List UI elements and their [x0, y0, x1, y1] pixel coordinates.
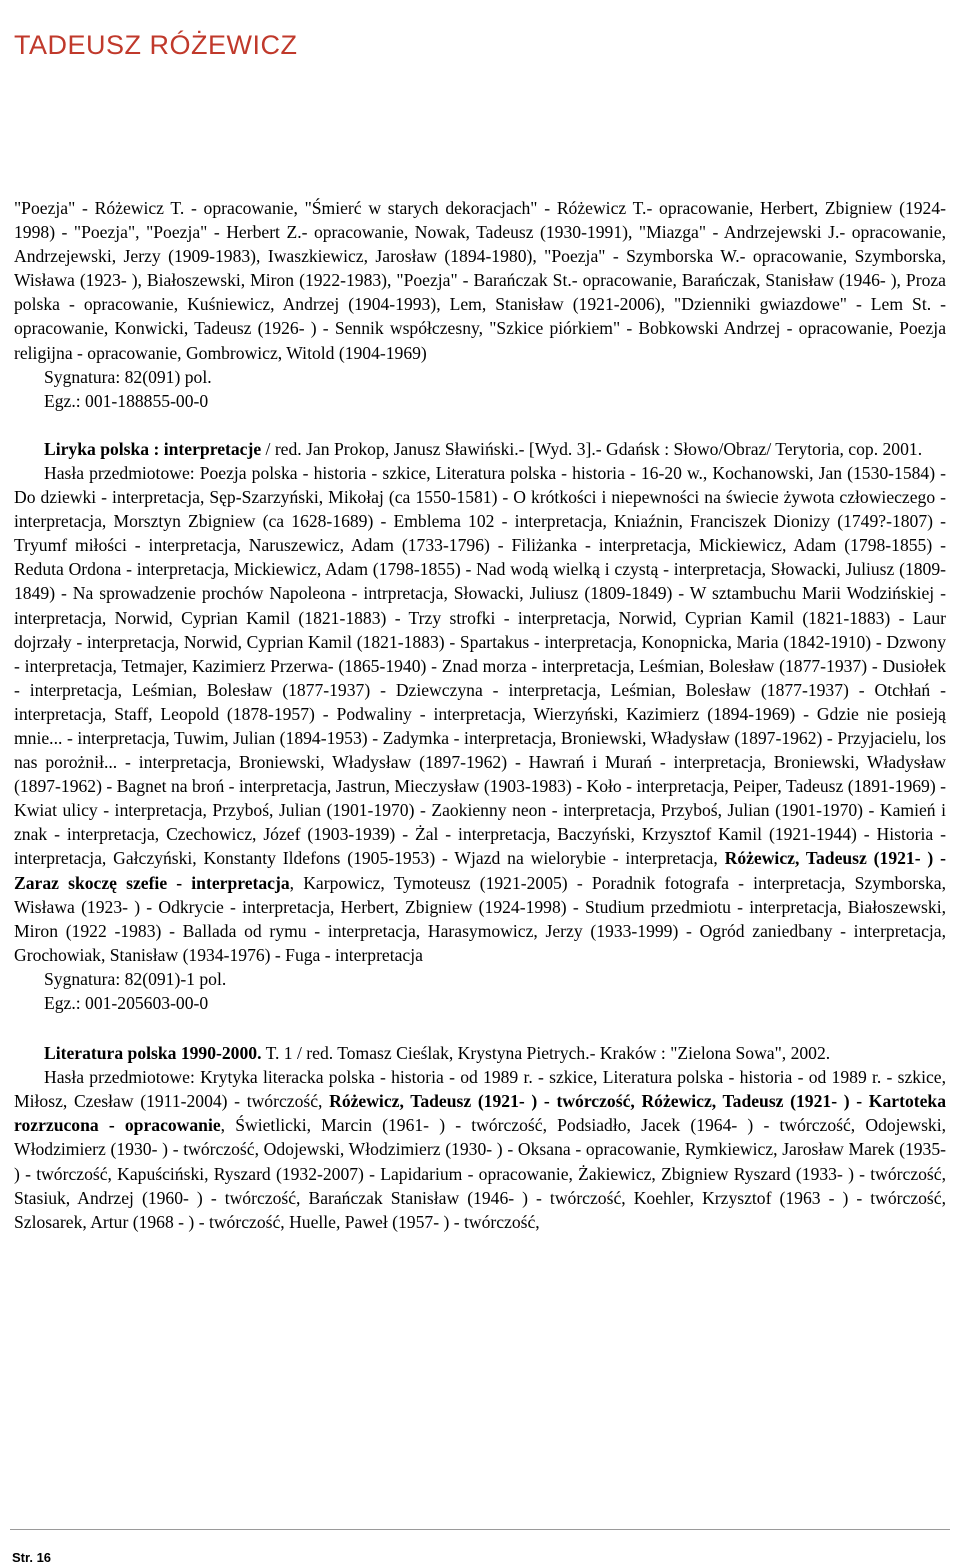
entry1-copy: Egz.: 001-188855-00-0: [44, 390, 209, 411]
entry2-title: [14, 437, 946, 461]
page-number: Str. 16: [12, 1550, 52, 1565]
entry2-subjects-b: , Karpowicz, Tymoteusz (1921-2005) - Poradnik fotografa - interpretacja, Szymborska, Wisława (1923- ) - Odkrycie - interpretacja, Herbert, Zbigniew (1924-1998) - Studium przedmiotu - interpretacja, Białoszewski, Miron (1922 -1983) - Ballada od rymu - interpretacja, Harasymowicz, Jerzy (1933-1999) - Ogród zaniedbany - interpretacja, Grochowiak, Stanisław (1934-1976) - Fuga - interpretacja: [14, 872, 946, 965]
entry1-signature: Sygnatura: 82(091) pol.: [44, 366, 212, 387]
entry3-subjects-bold: Różewicz, Tadeusz (1921- ) - twórczość, Różewicz, Tadeusz (1921- ) - Kartoteka rozrzucona - opracowanie: [14, 1091, 946, 1136]
entry3-title-rest: T. 1 / red. Tomasz Cieślak, Krystyna Pietrych.- Kraków : "Zielona Sowa", 2002.: [261, 1043, 831, 1064]
entry2-subjects-a: Hasła przedmiotowe: Poezja polska - historia - szkice, Literatura polska - historia - 16-20 w., Kochanowski, Jan (1530-1584) - Do dziewki - interpretacja, Sęp-Szarzyński, Mikołaj (ca 1550-1581) - O krótkości i niepewności na świecie żywota człowieczego - interpretacja, Morsztyn Zbigniew (ca 1628-1689) - Emblema 102 - interpretacja, Kniaźnin, Franciszek Dionizy (1749?-1807) - Tryumf miłości - interpretacja, Naruszewicz, Adam (1733-1796) - Filiżanka - interpretacja, Mickiewicz, Adam (1798-1855) - Reduta Ordona - interpretacja, Mickiewicz, Adam (1798-1855) - Nad wodą wielką i czystą - interpretacja, Słowacki, Juliusz (1809-1849) - Na sprowadzenie prochów Napoleona - intrpretacja, Słowacki, Juliusz (1809-1849) - W sztambuchu Marii Wodzińskiej - interpretacja, Norwid, Cyprian Kamil (1821-1883) - Trzy strofki - interpretacja, Norwid, Cyprian Kamil (1821-1883) - Laur dojrzały - interpretacja, Norwid, Cyprian Kamil (1821-1883) - Spartakus - interpretacja, Konopnicka, Maria (1842-1910) - Dzwony - interpretacja, Tetmajer, Kazimierz Przerwa- (1865-1940) - Znad morza - interpretacja, Leśmian, Bolesław (1877-1937) - Dusiołek - interpretacja, Leśmian, Bolesław (1877-1937) - Dziewczyna - interpretacja, Leśmian, Bolesław (1877-1937) - Otchłań - interpretacja, Staff, Leopold (1878-1957) - Podwaliny - interpretacja, Wierzyński, Kazimierz (1894-1969) - Gdzie nie posieją mnie... - interpretacja, Tuwim, Julian (1894-1953) - Zadymka - interpretacja, Broniewski, Władysław (1897-1962) - Przyjacielu, los nas porożnił... - interpretacja, Broniewski, Władysław (1897-1962) - Hawrań i Murań - interpretacja, Broniewski, Władysław (1897-1962) - Bagnet na broń - interpretacja, Jastrun, Mieczysław (1903-1983) - Koło - interpretacja, Peiper, Tadeusz (1891-1969) - Kwiat ulicy - interpretacja, Przyboś, Julian (1901-1970) - Zaokienny neon - interpretacja, Przyboś, Julian (1901-1970) - Kamień i znak - interpretacja, Czechowicz, Józef (1903-1939) - Żal - interpretacja, Baczyński, Krzysztof Kamil (1921-1944) - Historia - interpretacja, Gałczyński, Konstanty Ildefons (1905-1953) - Wjazd na wielorybie - interpretacja,: [14, 462, 946, 869]
entry3-title-bold: Literatura polska 1990-2000.: [44, 1043, 262, 1064]
spacer: [14, 1015, 946, 1041]
footer-divider: [10, 1529, 950, 1530]
entry2-title-bold: Liryka polska : interpretacje: [44, 438, 262, 459]
entry3-subjects-b: , Świetlicki, Marcin (1961- ) - twórczość, Podsiadło, Jacek (1964- ) - twórczość, Odojewski, Włodzimierz (1930- ) - twórczość, Odojewski, Włodzimierz (1930- ) - Oksana - opracowanie, Rymkiewicz, Jarosław Marek (1935- ) - twórczość, Kapuściński, Ryszard (1932-2007) - Lapidarium - opracowanie, Żakiewicz, Zbigniew Ryszard (1933- ) - twórczość, Stasiuk, Andrzej (1960- ) - twórczość, Barańczak Stanisław (1946- ) - twórczość, Koehler, Krzysztof (1963 - ) - twórczość, Szlosarek, Artur (1968 - ) - twórczość, Huelle, Paweł (1957- ) - twórczość,: [14, 1115, 946, 1232]
entry3-title: [14, 1041, 946, 1065]
document-body: [14, 196, 946, 1234]
entry2-copy: Egz.: 001-205603-00-0: [44, 993, 209, 1013]
entry1-subjects: "Poezja" - Różewicz T. - opracowanie, "Śmierć w starych dekoracjach" - Różewicz T.- opracowanie, Herbert, Zbigniew (1924-1998) - "Poezja", "Poezja" - Herbert Z.- opracowanie, Nowak, Tadeusz (1930-1991), "Miazga" - Andrzejewski J.- opracowanie, Andrzejewski, Jerzy (1909-1983), Iwaszkiewicz, Jarosław (1894-1980), "Poezja" - Szymborska W.- opracowanie, Szymborska, Wisława (1923- ), Białoszewski, Miron (1922-1983), "Poezja" - Barańczak St.- opracowanie, Barańczak, Stanisław (1946- ), Proza polska - opracowanie, Kuśniewicz, Andrzej (1904-1993), Lem, Stanisław (1921-2006), "Dzienniki gwiazdowe" - Lem St. - opracowanie, Konwicki, Tadeusz (1926- ) - Sennik współczesny, "Szkice piórkiem" - Bobkowski Andrzej - opracowanie, Poezja religijna - opracowanie, Gombrowicz, Witold (1904-1969): [14, 198, 946, 363]
entry2-subjects: [14, 461, 946, 967]
entry3-subjects-a: Hasła przedmiotowe: Krytyka literacka polska - historia - od 1989 r. - szkice, Literatura polska - historia - od 1989 r. - szkice, Miłosz, Czesław (1911-2004) - twórczość,: [14, 1067, 946, 1112]
spacer: [14, 413, 946, 437]
entry2-title-rest: / red. Jan Prokop, Janusz Sławiński.- [Wyd. 3].- Gdańsk : Słowo/Obraz/ Terytoria, cop. 2001.: [261, 438, 923, 459]
entry2-subjects-bold: Różewicz, Tadeusz (1921- ) - Zaraz skoczę szefie - interpretacja: [14, 848, 946, 893]
page-title: TADEUSZ RÓŻEWICZ: [14, 30, 298, 60]
entry2-signature: Sygnatura: 82(091)-1 pol.: [44, 968, 227, 989]
entry3-subjects: [14, 1065, 946, 1234]
